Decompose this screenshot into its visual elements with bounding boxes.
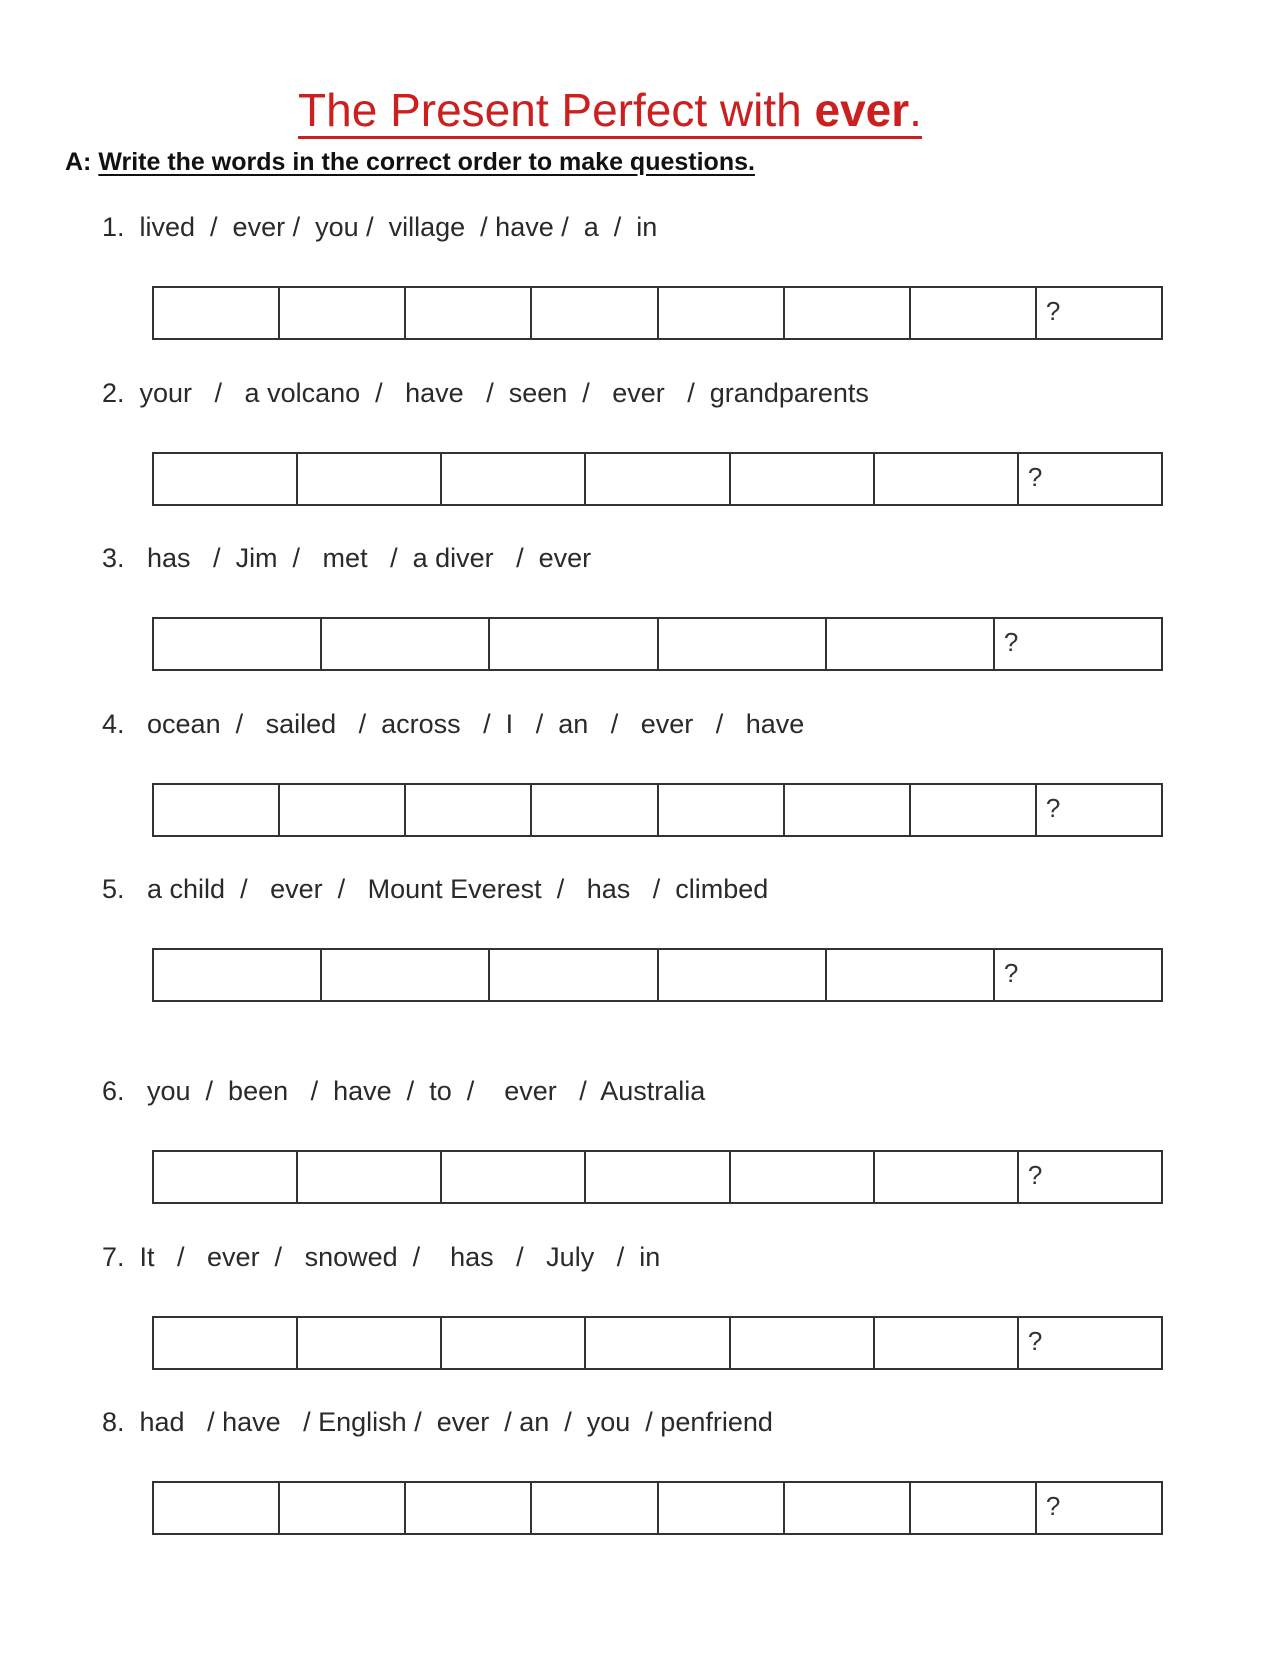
instruction-text: Write the words in the correct order to make questions. (98, 148, 755, 176)
word-prompt: 5. a child / ever / Mount Everest / has / climbed (102, 874, 769, 904)
answer-box[interactable] (827, 619, 995, 669)
answer-box[interactable] (659, 619, 827, 669)
instruction-prefix: A: (65, 148, 99, 176)
answer-box[interactable] (490, 619, 658, 669)
answer-box[interactable] (785, 1483, 911, 1533)
answer-box-row (152, 948, 1163, 1002)
answer-box[interactable] (406, 288, 532, 338)
answer-box[interactable] (1037, 1483, 1161, 1533)
question-mark: ? (1027, 1326, 1043, 1356)
answer-box[interactable] (911, 1483, 1037, 1533)
word-prompt: 1. lived / ever / you / village / have / a / in (102, 212, 658, 242)
answer-box[interactable] (995, 950, 1161, 1000)
answer-box[interactable] (154, 454, 298, 504)
answer-box[interactable] (406, 1483, 532, 1533)
question-mark: ? (1027, 1160, 1043, 1190)
word-prompt: 6. you / been / have / to / ever / Australia (102, 1076, 706, 1106)
answer-box[interactable] (586, 454, 730, 504)
answer-box[interactable] (785, 288, 911, 338)
answer-box-row (152, 452, 1163, 506)
answer-box[interactable] (659, 785, 785, 835)
answer-box[interactable] (532, 1483, 658, 1533)
question-mark: ? (1003, 958, 1019, 988)
answer-box[interactable] (1019, 1318, 1161, 1368)
answer-box[interactable] (406, 785, 532, 835)
answer-box[interactable] (731, 1152, 875, 1202)
answer-box[interactable] (532, 785, 658, 835)
answer-box[interactable] (659, 288, 785, 338)
answer-box[interactable] (442, 1318, 586, 1368)
answer-box[interactable] (875, 454, 1019, 504)
answer-box-row (152, 617, 1163, 671)
answer-box[interactable] (586, 1152, 730, 1202)
section-a-instruction (65, 148, 755, 177)
question-mark: ? (1045, 1491, 1061, 1521)
answer-box-row (152, 783, 1163, 837)
answer-box[interactable] (785, 785, 911, 835)
answer-box[interactable] (442, 1152, 586, 1202)
answer-box[interactable] (875, 1152, 1019, 1202)
title-period: . (909, 84, 922, 136)
answer-box[interactable] (659, 950, 827, 1000)
title-main-text: The Present Perfect with (298, 84, 815, 136)
word-prompt: 4. ocean / sailed / across / I / an / ever / have (102, 709, 805, 739)
worksheet-title (0, 82, 1220, 138)
answer-box[interactable] (1037, 288, 1161, 338)
answer-box[interactable] (995, 619, 1161, 669)
answer-box[interactable] (154, 1483, 280, 1533)
answer-box[interactable] (154, 1152, 298, 1202)
answer-box[interactable] (298, 454, 442, 504)
answer-box[interactable] (1019, 1152, 1161, 1202)
answer-box-row (152, 1316, 1163, 1370)
answer-box[interactable] (280, 288, 406, 338)
answer-box-row (152, 1150, 1163, 1204)
question-mark: ? (1045, 296, 1061, 326)
answer-box-row (152, 1481, 1163, 1535)
answer-box[interactable] (875, 1318, 1019, 1368)
answer-box[interactable] (586, 1318, 730, 1368)
answer-box-row (152, 286, 1163, 340)
word-prompt: 3. has / Jim / met / a diver / ever (102, 543, 592, 573)
answer-box[interactable] (1019, 454, 1161, 504)
question-mark: ? (1003, 627, 1019, 657)
answer-box[interactable] (154, 288, 280, 338)
answer-box[interactable] (154, 1318, 298, 1368)
answer-box[interactable] (280, 1483, 406, 1533)
word-prompt: 8. had / have / English / ever / an / you / penfriend (102, 1407, 773, 1437)
answer-box[interactable] (911, 288, 1037, 338)
answer-box[interactable] (731, 454, 875, 504)
title-underlined (298, 84, 922, 139)
answer-box[interactable] (911, 785, 1037, 835)
answer-box[interactable] (322, 619, 490, 669)
question-mark: ? (1027, 462, 1043, 492)
title-bold-word: ever (814, 84, 910, 136)
word-prompt: 7. It / ever / snowed / has / July / in (102, 1242, 661, 1272)
answer-box[interactable] (322, 950, 490, 1000)
answer-box[interactable] (659, 1483, 785, 1533)
word-prompt: 2. your / a volcano / have / seen / ever / grandparents (102, 378, 869, 408)
answer-box[interactable] (154, 785, 280, 835)
answer-box[interactable] (298, 1318, 442, 1368)
answer-box[interactable] (298, 1152, 442, 1202)
question-mark: ? (1045, 793, 1061, 823)
answer-box[interactable] (442, 454, 586, 504)
answer-box[interactable] (731, 1318, 875, 1368)
answer-box[interactable] (154, 619, 322, 669)
answer-box[interactable] (827, 950, 995, 1000)
answer-box[interactable] (280, 785, 406, 835)
answer-box[interactable] (1037, 785, 1161, 835)
answer-box[interactable] (532, 288, 658, 338)
answer-box[interactable] (154, 950, 322, 1000)
answer-box[interactable] (490, 950, 658, 1000)
